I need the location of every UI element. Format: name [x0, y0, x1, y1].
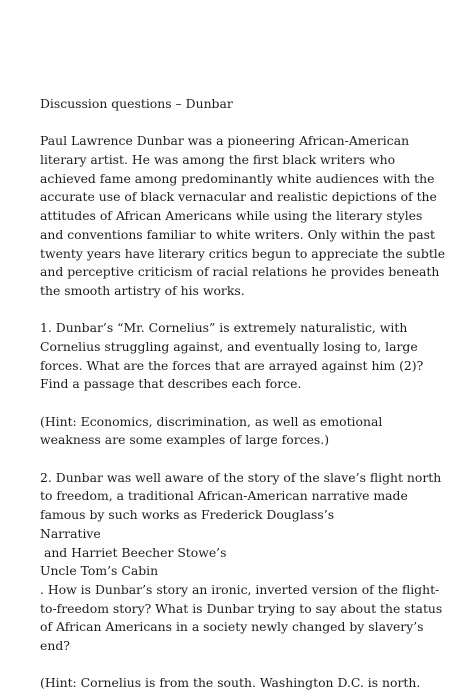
question-2-line: . How is Dunbar’s story an ironic, inverted version of the flight- — [40, 581, 440, 597]
question-2-line: 2. Dunbar was well aware of the story of the slave’s flight north — [40, 469, 442, 485]
paragraph-spacer — [40, 301, 440, 320]
hint-1 — [40, 413, 440, 450]
hint-1-line: weakness are some examples of large forces.) — [40, 432, 330, 448]
intro-line: the smooth artistry of his works. — [40, 282, 245, 298]
hint-2-line: (Hint: Cornelius is from the south. Washington D.C. is north. — [40, 675, 421, 691]
intro-line: attitudes of African Americans while using the literary styles — [40, 208, 423, 224]
intro-line: and perceptive criticism of racial relations he provides beneath — [40, 264, 440, 280]
intro-line: Paul Lawrence Dunbar was a pioneering African-American — [40, 133, 410, 149]
paragraph-spacer — [40, 114, 440, 133]
intro-line: and conventions familiar to white writers. Only within the past — [40, 226, 435, 242]
question-1-line: Cornelius struggling against, and eventually losing to, large — [40, 338, 418, 354]
intro-line: achieved fame among predominantly white audiences with the — [40, 170, 435, 186]
question-2-line: famous by such works as Frederick Douglass’s — [40, 507, 335, 523]
intro-line: twenty years have literary critics begun to appreciate the subtle — [40, 245, 446, 261]
question-2-line: to freedom, a traditional African-American narrative made — [40, 488, 408, 504]
question-2 — [40, 469, 443, 656]
intro-line: accurate use of black vernacular and realistic depictions of the — [40, 189, 437, 205]
question-1-line: forces. What are the forces that are arrayed against him (2)? — [40, 357, 424, 373]
question-1-line: Find a passage that describes each force. — [40, 376, 302, 392]
intro-line: literary artist. He was among the first black writers who — [40, 152, 396, 168]
hint-2 — [40, 674, 440, 693]
question-2-line: Uncle Tom’s Cabin — [40, 563, 159, 579]
hint-1-line: (Hint: Economics, discrimination, as well as emotional — [40, 413, 383, 429]
paragraph-spacer — [40, 394, 440, 413]
question-2-line: end? — [40, 637, 70, 653]
question-2-line: to-freedom story? What is Dunbar trying to say about the status — [40, 600, 443, 616]
paragraph-spacer — [40, 656, 440, 675]
question-2-line: of African Americans in a society newly changed by slavery’s — [40, 619, 424, 635]
document-title: Discussion questions – Dunbar — [40, 96, 233, 111]
intro-paragraph — [40, 132, 446, 300]
question-2-line: and Harriet Beecher Stowe’s — [40, 544, 227, 560]
question-1-line: 1. Dunbar’s “Mr. Cornelius” is extremely naturalistic, with — [40, 320, 408, 336]
document-body — [40, 95, 446, 693]
paragraph-spacer — [40, 450, 440, 469]
question-2-line: Narrative — [40, 525, 101, 541]
question-1 — [40, 319, 440, 394]
